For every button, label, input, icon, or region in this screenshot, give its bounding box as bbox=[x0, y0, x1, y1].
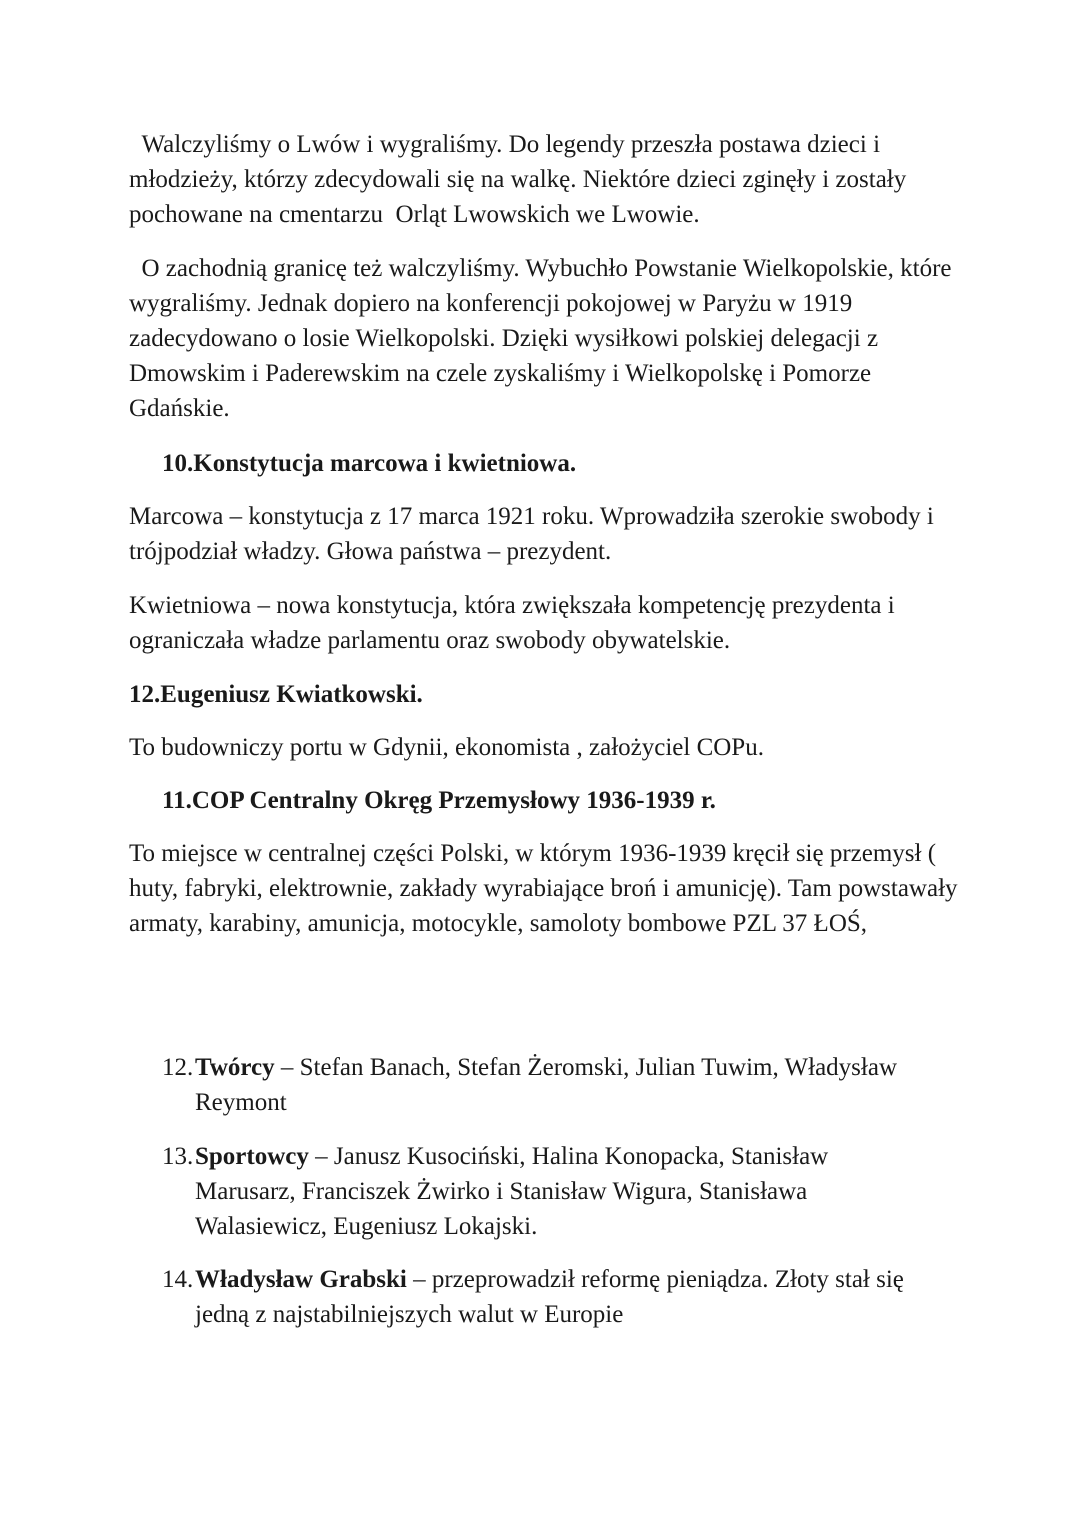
list-number: 12. bbox=[162, 1054, 194, 1081]
list-term: Twórcy bbox=[195, 1054, 275, 1081]
list-body bbox=[195, 1139, 922, 1244]
list-term: Władysław Grabski bbox=[195, 1266, 407, 1293]
paragraph-lwow: Walczyliśmy o Lwów i wygraliśmy. Do legendy przeszła postawa dzieci i młodzieży, którzy zdecydowali się na walkę. Niektóre dzieci zginęły i zostały pochowane na cmentarzu Orląt Lwowskich we Lwowie. bbox=[129, 131, 913, 228]
list-text: – Janusz Kusociński, Halina Konopacka, Stanisław Marusarz, Franciszek Żwirko i Stanisław Wigura, Stanisława Walasiewicz, Eugeniusz Lokajski. bbox=[195, 1143, 829, 1240]
list-term: Sportowcy bbox=[195, 1143, 309, 1170]
paragraph-konstytucja-marcowa: Marcowa – konstytucja z 17 marca 1921 roku. Wprowadziła szerokie swobody i trójpodział władzy. Głowa państwa – prezydent. bbox=[129, 503, 934, 565]
paragraph-konstytucja-kwietniowa: Kwietniowa – nowa konstytucja, która zwiększała kompetencję prezydenta i ograniczała władze parlamentu oraz swobody obywatelskie. bbox=[129, 592, 895, 654]
paragraph-kwiatkowski: To budowniczy portu w Gdynii, ekonomista , założyciel COPu. bbox=[129, 734, 764, 761]
list-text: – przeprowadził reformę pieniądza. Złoty stał się jedną z najstabilniejszych walut w Europie bbox=[195, 1266, 904, 1328]
list-text: – Stefan Banach, Stefan Żeromski, Julian Tuwim, Władysław Reymont bbox=[195, 1054, 898, 1116]
paragraph-cop: To miejsce w centralnej części Polski, w którym 1936-1939 kręcił się przemysł ( huty, fabryki, elektrownie, zakłady wyrabiające broń i amunicję). Tam powstawały armaty, karabiny, amunicja, motocykle, samoloty bombowe PZL 37 ŁOŚ, bbox=[129, 840, 958, 937]
heading-konstytucja: 10.Konstytucja marcowa i kwietniowa. bbox=[162, 450, 577, 477]
paragraph-zachodnia-granica: O zachodnią granicę też walczyliśmy. Wybuchło Powstanie Wielkopolskie, które wygraliśmy. Jednak dopiero na konferencji pokojowej w Paryżu w 1919 zadecydowano o losie Wielkopolski. Dzięki wysiłkowi polskiej delegacji z Dmowskim i Paderewskim na czele zyskaliśmy i Wielkopolskę i Pomorze Gdańskie. bbox=[129, 255, 958, 422]
list-body bbox=[195, 1262, 922, 1332]
list-item-sportowcy bbox=[162, 1139, 922, 1244]
list-number: 14. bbox=[162, 1266, 194, 1293]
heading-cop: 11.COP Centralny Okręg Przemysłowy 1936-1939 r. bbox=[162, 787, 716, 814]
heading-kwiatkowski: 12.Eugeniusz Kwiatkowski. bbox=[129, 681, 423, 708]
list-item-tworcy bbox=[162, 1050, 922, 1120]
list-item-grabski bbox=[162, 1262, 922, 1332]
list-body bbox=[195, 1050, 922, 1120]
list-number: 13. bbox=[162, 1143, 194, 1170]
